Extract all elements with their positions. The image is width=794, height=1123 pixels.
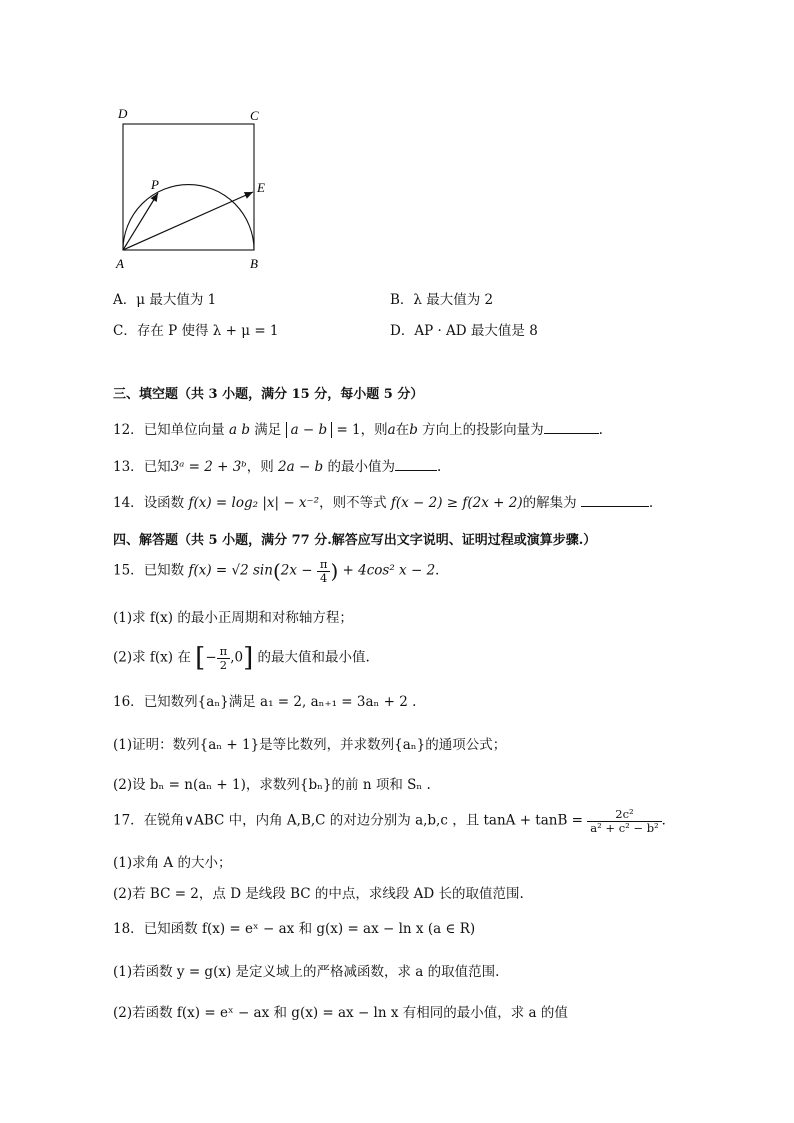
label-a: A (116, 256, 124, 271)
q16-num: 16． (113, 694, 144, 710)
q12-post: 方向上的投影向量为 (422, 422, 544, 438)
q15-part2 (113, 643, 370, 673)
q15-p2-zero: ,0 (230, 649, 244, 666)
q12-b: b (409, 422, 418, 438)
q15-frac-den: 4 (319, 570, 328, 585)
q14-pre: 设函数 (143, 495, 185, 511)
q13-mid: ，则 (246, 459, 274, 475)
q12-abs (286, 422, 333, 438)
section-4-title: 四、解答题（共 5 小题，满分 77 分.解答应写出文字说明、证明过程或演算步骤.） (113, 533, 597, 548)
option-d-label: D． (390, 323, 415, 339)
q17-part2: (2)若 BC = 2，点 D 是线段 BC 的中点，求线段 AD 长的取值范围. (113, 886, 524, 902)
q15-p2-post: 的最大值和最小值. (257, 649, 370, 666)
q13-answer-blank[interactable] (395, 469, 437, 471)
question-18 (113, 917, 475, 937)
option-a-label: A． (113, 292, 137, 308)
q12-vars: a b (228, 422, 250, 438)
q15-p2-neg: − (205, 649, 217, 666)
question-15 (113, 558, 449, 584)
q15-p2-frac-den: 2 (219, 657, 228, 672)
q15-rest: + 4cos² x − 2 (342, 562, 436, 579)
q17-num: 17． (113, 812, 144, 829)
q15-lbracket: [ (195, 643, 206, 673)
q14-post: 的解集为 (522, 495, 577, 511)
q15-num: 15． (113, 562, 144, 579)
q12-eq: = 1，则 (336, 422, 388, 438)
q17-part1: (1)求角 A 的大小； (113, 855, 232, 871)
q15-part1: (1)求 f(x) 的最小正周期和对称轴方程； (113, 610, 353, 626)
q15-p2-frac-num: π (217, 645, 231, 659)
question-17 (113, 808, 675, 834)
q18-part1: (1)若函数 y = g(x) 是定义域上的严格减函数，求 a 的取值范围. (113, 964, 500, 980)
q15-pre: 已知数 (143, 562, 185, 579)
label-d: D (118, 106, 128, 121)
label-p: P (151, 177, 159, 192)
q15-end: ． (435, 562, 449, 579)
option-b (390, 288, 493, 308)
vector-ae (123, 192, 253, 250)
q14-ineq: f(x − 2) ≥ f(2x + 2) (390, 495, 523, 511)
q13-expr: 3ᵃ = 2 + 3ᵇ (170, 459, 247, 475)
vector-ap (123, 193, 158, 250)
q14-func: f(x) = log₂ |x| − x⁻² (188, 495, 320, 511)
q18-num: 18． (113, 921, 144, 937)
label-b: B (250, 256, 258, 271)
question-12: 12．已知单位向量 a b 满足 a − b = 1，则a在b 方向上的投影向量为 . (113, 422, 603, 438)
q15-frac-num: π (317, 558, 331, 572)
option-b-text: λ 最大值为 2 (413, 292, 494, 308)
q12-mid: 满足 (254, 422, 282, 438)
q16-part2: (2)设 bₙ = n(aₙ + 1)，求数列{bₙ}的前 n 项和 Sₙ . (113, 777, 431, 793)
section-3-title: 三、填空题（共 3 小题，满分 15 分，每小题 5 分） (113, 387, 424, 402)
question-16 (113, 690, 416, 710)
q18-text: 已知函数 f(x) = eˣ − ax 和 g(x) = ax − ln x (a ∈ R) (143, 921, 476, 937)
option-d (390, 319, 538, 339)
label-e: E (257, 180, 265, 195)
q17-end: ． (661, 812, 676, 829)
option-c-text: 存在 P 使得 λ + μ = 1 (136, 323, 279, 339)
q15-p2-pre: (2)求 f(x) 在 (113, 649, 191, 666)
q15-rbracket: ] (243, 643, 254, 673)
q14-mid: ，则不等式 (319, 495, 387, 511)
q15-lhs: f(x) = √2 sin (188, 562, 273, 579)
q13-post: 的最小值为 (327, 459, 395, 475)
q15-rparen: ) (330, 559, 339, 584)
question-13: 13．已知3ᵃ = 2 + 3ᵇ，则 2a − b 的最小值为 . (113, 459, 442, 475)
q17-frac-num: 2c² (587, 808, 661, 822)
option-c-label: C． (113, 323, 137, 339)
q15-lparen: ( (272, 559, 281, 584)
q15-inner: 2x − (280, 562, 313, 579)
q12-abs-expr: a − b (290, 422, 328, 438)
q12-num: 12． (113, 422, 144, 438)
question-14: 14．设函数 f(x) = log₂ |x| − x⁻²，则不等式 f(x − 2) ≥ f(2x + 2)的解集为 . (113, 495, 654, 511)
option-a (113, 288, 216, 308)
option-a-text: μ 最大值为 1 (136, 292, 217, 308)
q15-pi-over-4 (317, 558, 331, 584)
q13-num: 13． (113, 459, 144, 475)
q12-a: a (387, 422, 396, 438)
q13-target: 2a − b (278, 459, 324, 475)
q17-text: 在锐角∨ABC 中，内角 A,B,C 的对边分别为 a,b,c ，且 tanA + tanB = (143, 812, 583, 829)
option-b-label: B． (390, 292, 414, 308)
option-c (113, 319, 279, 339)
q17-frac-den: a² + c² − b² (590, 820, 659, 835)
q15-p2-frac (217, 645, 231, 671)
option-d-text: AP · AD 最大值是 8 (414, 323, 538, 339)
square-abcd (123, 124, 254, 250)
q12-in: 在 (395, 422, 410, 438)
q12-pre: 已知单位向量 (143, 422, 225, 438)
q17-fraction (587, 808, 661, 834)
q16-part1: (1)证明：数列{aₙ + 1}是等比数列，并求数列{aₙ}的通项公式； (113, 737, 507, 753)
q14-answer-blank[interactable] (581, 505, 649, 507)
label-c: C (250, 108, 259, 123)
q12-answer-blank[interactable] (544, 432, 599, 434)
q16-text: 已知数列{aₙ}满足 a₁ = 2, aₙ₊₁ = 3aₙ + 2 . (143, 694, 417, 710)
q13-pre: 已知 (143, 459, 171, 475)
q18-part2: (2)若函数 f(x) = eˣ − ax 和 g(x) = ax − ln x 有相同的最小值，求 a 的值 (113, 1005, 568, 1021)
geometry-figure (110, 100, 280, 275)
q14-num: 14． (113, 495, 144, 511)
